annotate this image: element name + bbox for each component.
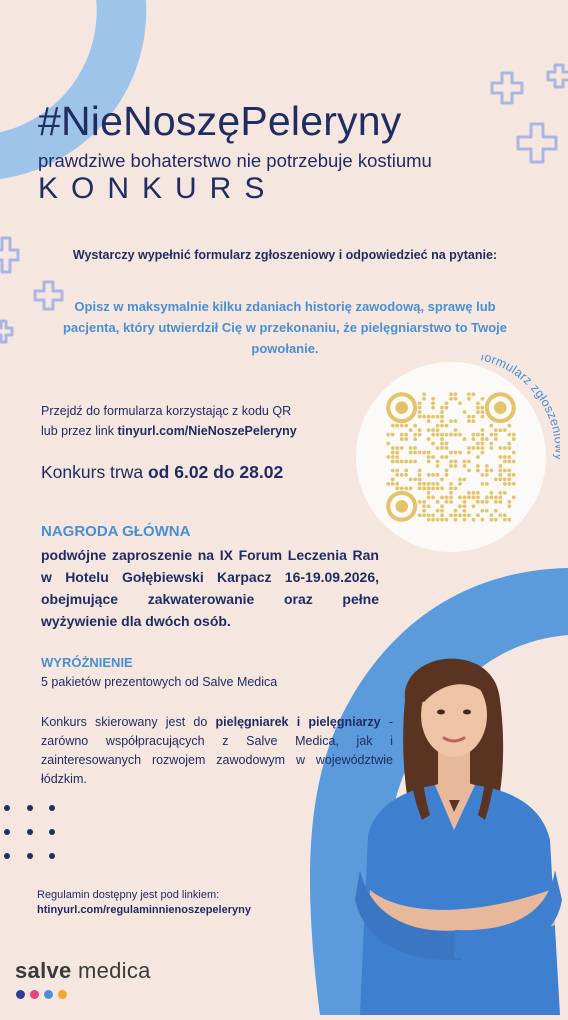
qr-circle-label [470,355,560,495]
logo-part2: medica [77,958,151,983]
nurse-illustration [350,640,568,1015]
distinction-text: 5 pakietów prezentowych od Salve Medica [41,675,278,689]
target-suffix: - zarówno współpracujących z Salve Medica, jak i zainteresowanych rozwojem zawodowym w województwie łódzkim. [41,715,393,786]
qr-label-text: formularz zgłosz [479,355,560,422]
svg-text:formularz zgłoszeniowy [479,355,560,461]
distinction-heading: WYRÓŻNIENIE [41,655,133,670]
page-title: #NieNoszęPeleryny [38,98,402,144]
contest-question: Opisz w maksymalnie kilku zdaniach historię zawodową, sprawę lub pacjenta, który utwierdził Cię w przekonaniu, że pielęgniarstwo to Twoje powołanie. [62,299,507,356]
contest-label: KONKURS [38,172,278,205]
prize-text: podwójne zaproszenie na IX Forum Leczenia Ran w Hotelu Gołębiewski Karpacz 16-19.09.2026, obejmujące zakwaterowanie oraz pełne wyżywienie dla dwóch osób. [41,547,379,629]
qr-instructions-line1: Przejdź do formularza korzystając z kodu QR [41,404,292,418]
duration-dates: od 6.02 do 28.02 [147,462,284,482]
logo-dot [58,990,67,999]
salve-medica-logo [15,958,151,984]
target-bold: pielęgniarek i pielęgniarzy [215,715,381,729]
logo-dot [30,990,39,999]
prize-heading: NAGRODA GŁÓWNA [41,523,191,540]
qr-link-prefix: lub przez link [41,424,118,438]
page-subtitle: prawdziwe bohaterstwo nie potrzebuje kostiumu [38,150,432,171]
target-audience-text [41,713,393,789]
duration-prefix: Konkurs trwa [41,462,148,482]
logo-dot [44,990,53,999]
target-prefix: Konkurs skierowany jest do [41,715,216,729]
logo-part1: salve [15,958,72,983]
intro-text: Wystarczy wypełnić formularz zgłoszeniowy i odpowiedzieć na pytanie: [72,248,498,262]
qr-instructions [41,401,297,441]
rules-text: Regulamin dostępny jest pod linkiem: [37,889,220,901]
qr-instructions-line2 [41,421,297,441]
form-link[interactable]: tinyurl.com/NieNoszePeleryny [117,424,297,438]
rules-link[interactable]: htinyurl.com/regulaminnienoszepeleryny [37,904,251,916]
logo-dot [16,990,25,999]
contest-duration [41,462,283,483]
